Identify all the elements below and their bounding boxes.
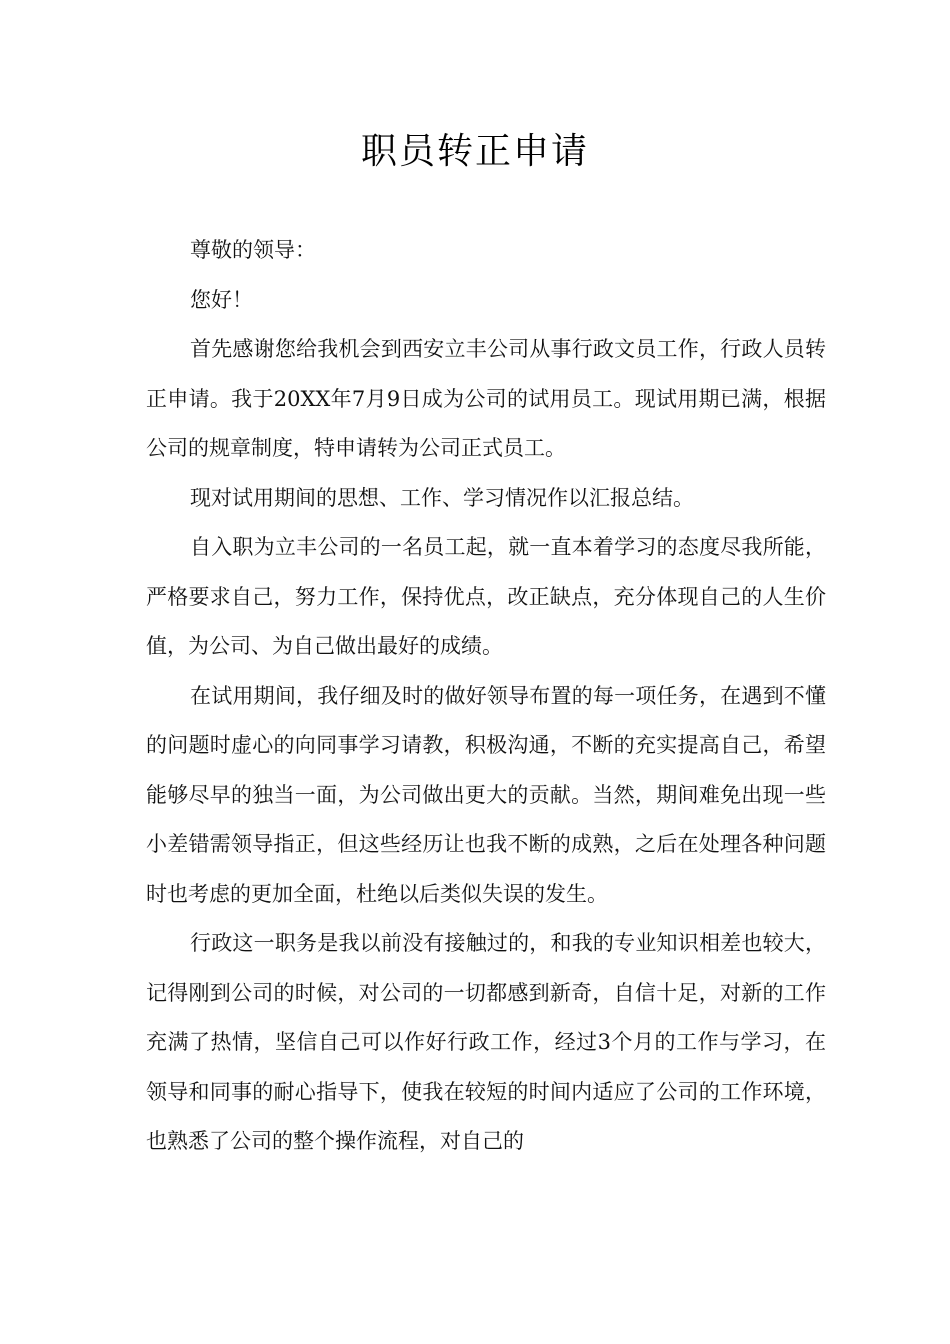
paragraph-probation: 在试用期间，我仔细及时的做好领导布置的每一项任务，在遇到不懂的问题时虚心的向同事学习请教，积极沟通，不断的充实提高自己，希望能够尽早的独当一面，为公司做出更大的贡献。当然，期间难免出现一些小差错需领导指正，但这些经历让也我不断的成熟，之后在处理各种问题时也考虑的更加全面，杜绝以后类似失误的发生。: [146, 683, 826, 906]
paragraph-intro: 首先感谢您给我机会到西安立丰公司从事行政文员工作，行政人员转正申请。我于20XX年7月9日成为公司的试用员工。现试用期已满，根据公司的规章制度，特申请转为公司正式员工。: [146, 337, 826, 460]
document-body: [146, 226, 826, 1167]
document-title: 职员转正申请: [360, 131, 589, 172]
paragraph-summary-lead: 现对试用期间的思想、工作、学习情况作以汇报总结。: [190, 485, 694, 510]
greeting: 您好！: [190, 287, 253, 312]
paragraph-attitude: 自入职为立丰公司的一名员工起，就一直本着学习的态度尽我所能，严格要求自己，努力工作，保持优点，改正缺点，充分体现自己的人生价值，为公司、为自己做出最好的成绩。: [146, 535, 826, 658]
salutation: 尊敬的领导：: [190, 238, 316, 262]
paragraph-admin-role: 行政这一职务是我以前没有接触过的，和我的专业知识相差也较大，记得刚到公司的时候，对公司的一切都感到新奇，自信十足，对新的工作充满了热情，坚信自己可以作好行政工作，经过3个月的工作与学习，在领导和同事的耐心指导下，使我在较短的时间内适应了公司的工作环境，也熟悉了公司的整个操作流程，对自己的: [146, 931, 826, 1153]
